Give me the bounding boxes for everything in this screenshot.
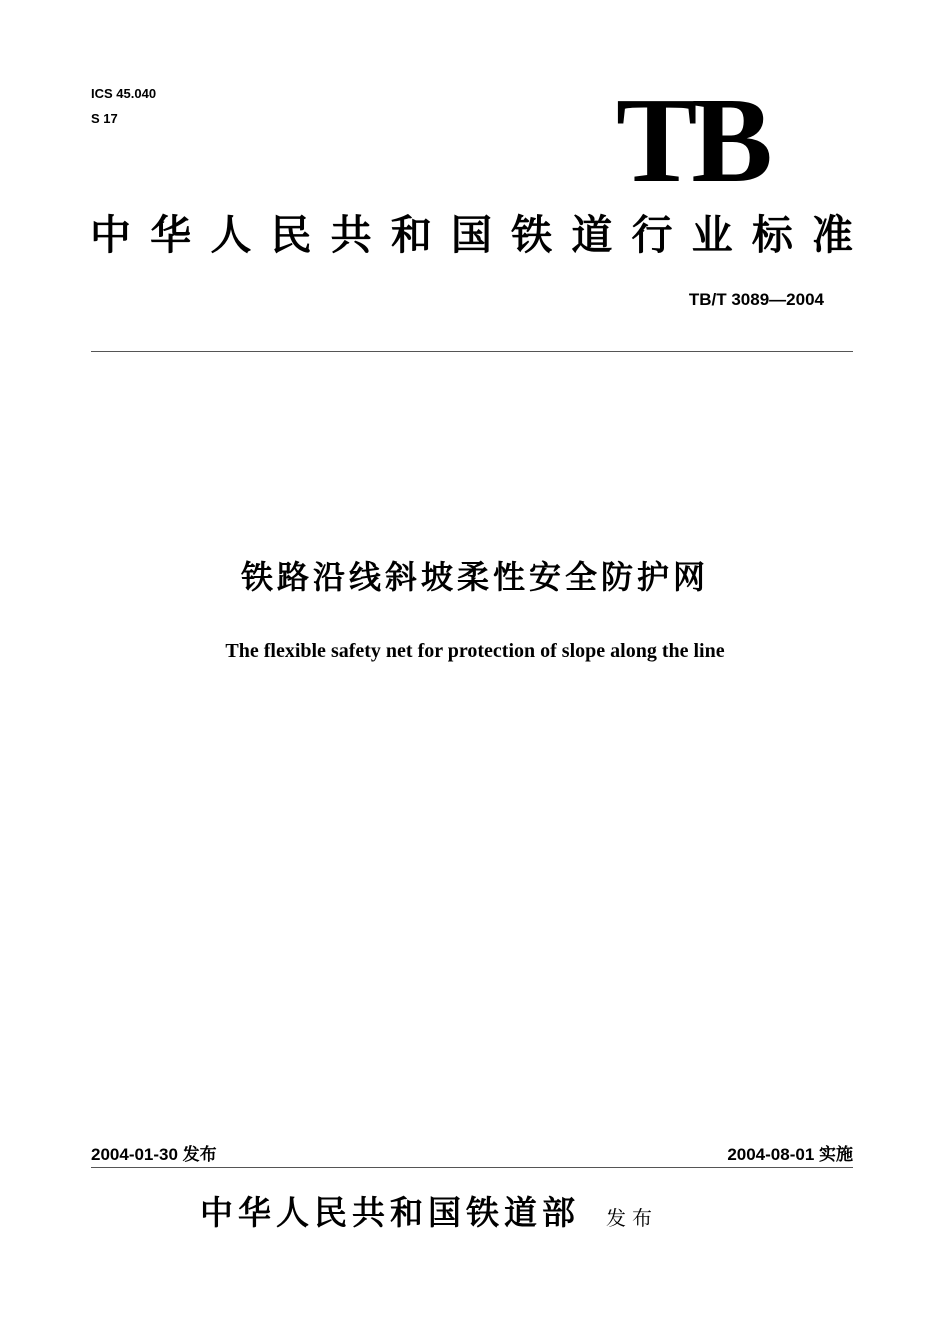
issuer-block [200, 1190, 658, 1236]
document-title-english: The flexible safety net for protection of slope along the line [225, 640, 725, 662]
issue-date: 2004-01-30 发布 [91, 1145, 217, 1164]
top-divider [91, 351, 853, 352]
industry-standard-title: 中华人民共和国铁道行业标准 [90, 211, 855, 259]
issuer-action: 发布 [606, 1206, 658, 1230]
standard-number: TB/T 3089—2004 [688, 290, 824, 309]
bottom-divider [91, 1167, 853, 1168]
issuer-name: 中华人民共和国铁道部 [200, 1193, 580, 1232]
document-title-chinese: 铁路沿线斜坡柔性安全防护网 [240, 558, 709, 596]
effective-date: 2004-08-01 实施 [727, 1145, 853, 1164]
classification-code: S 17 [91, 111, 118, 126]
ics-code: ICS 45.040 [91, 86, 157, 101]
tb-logo: TB [616, 73, 767, 208]
